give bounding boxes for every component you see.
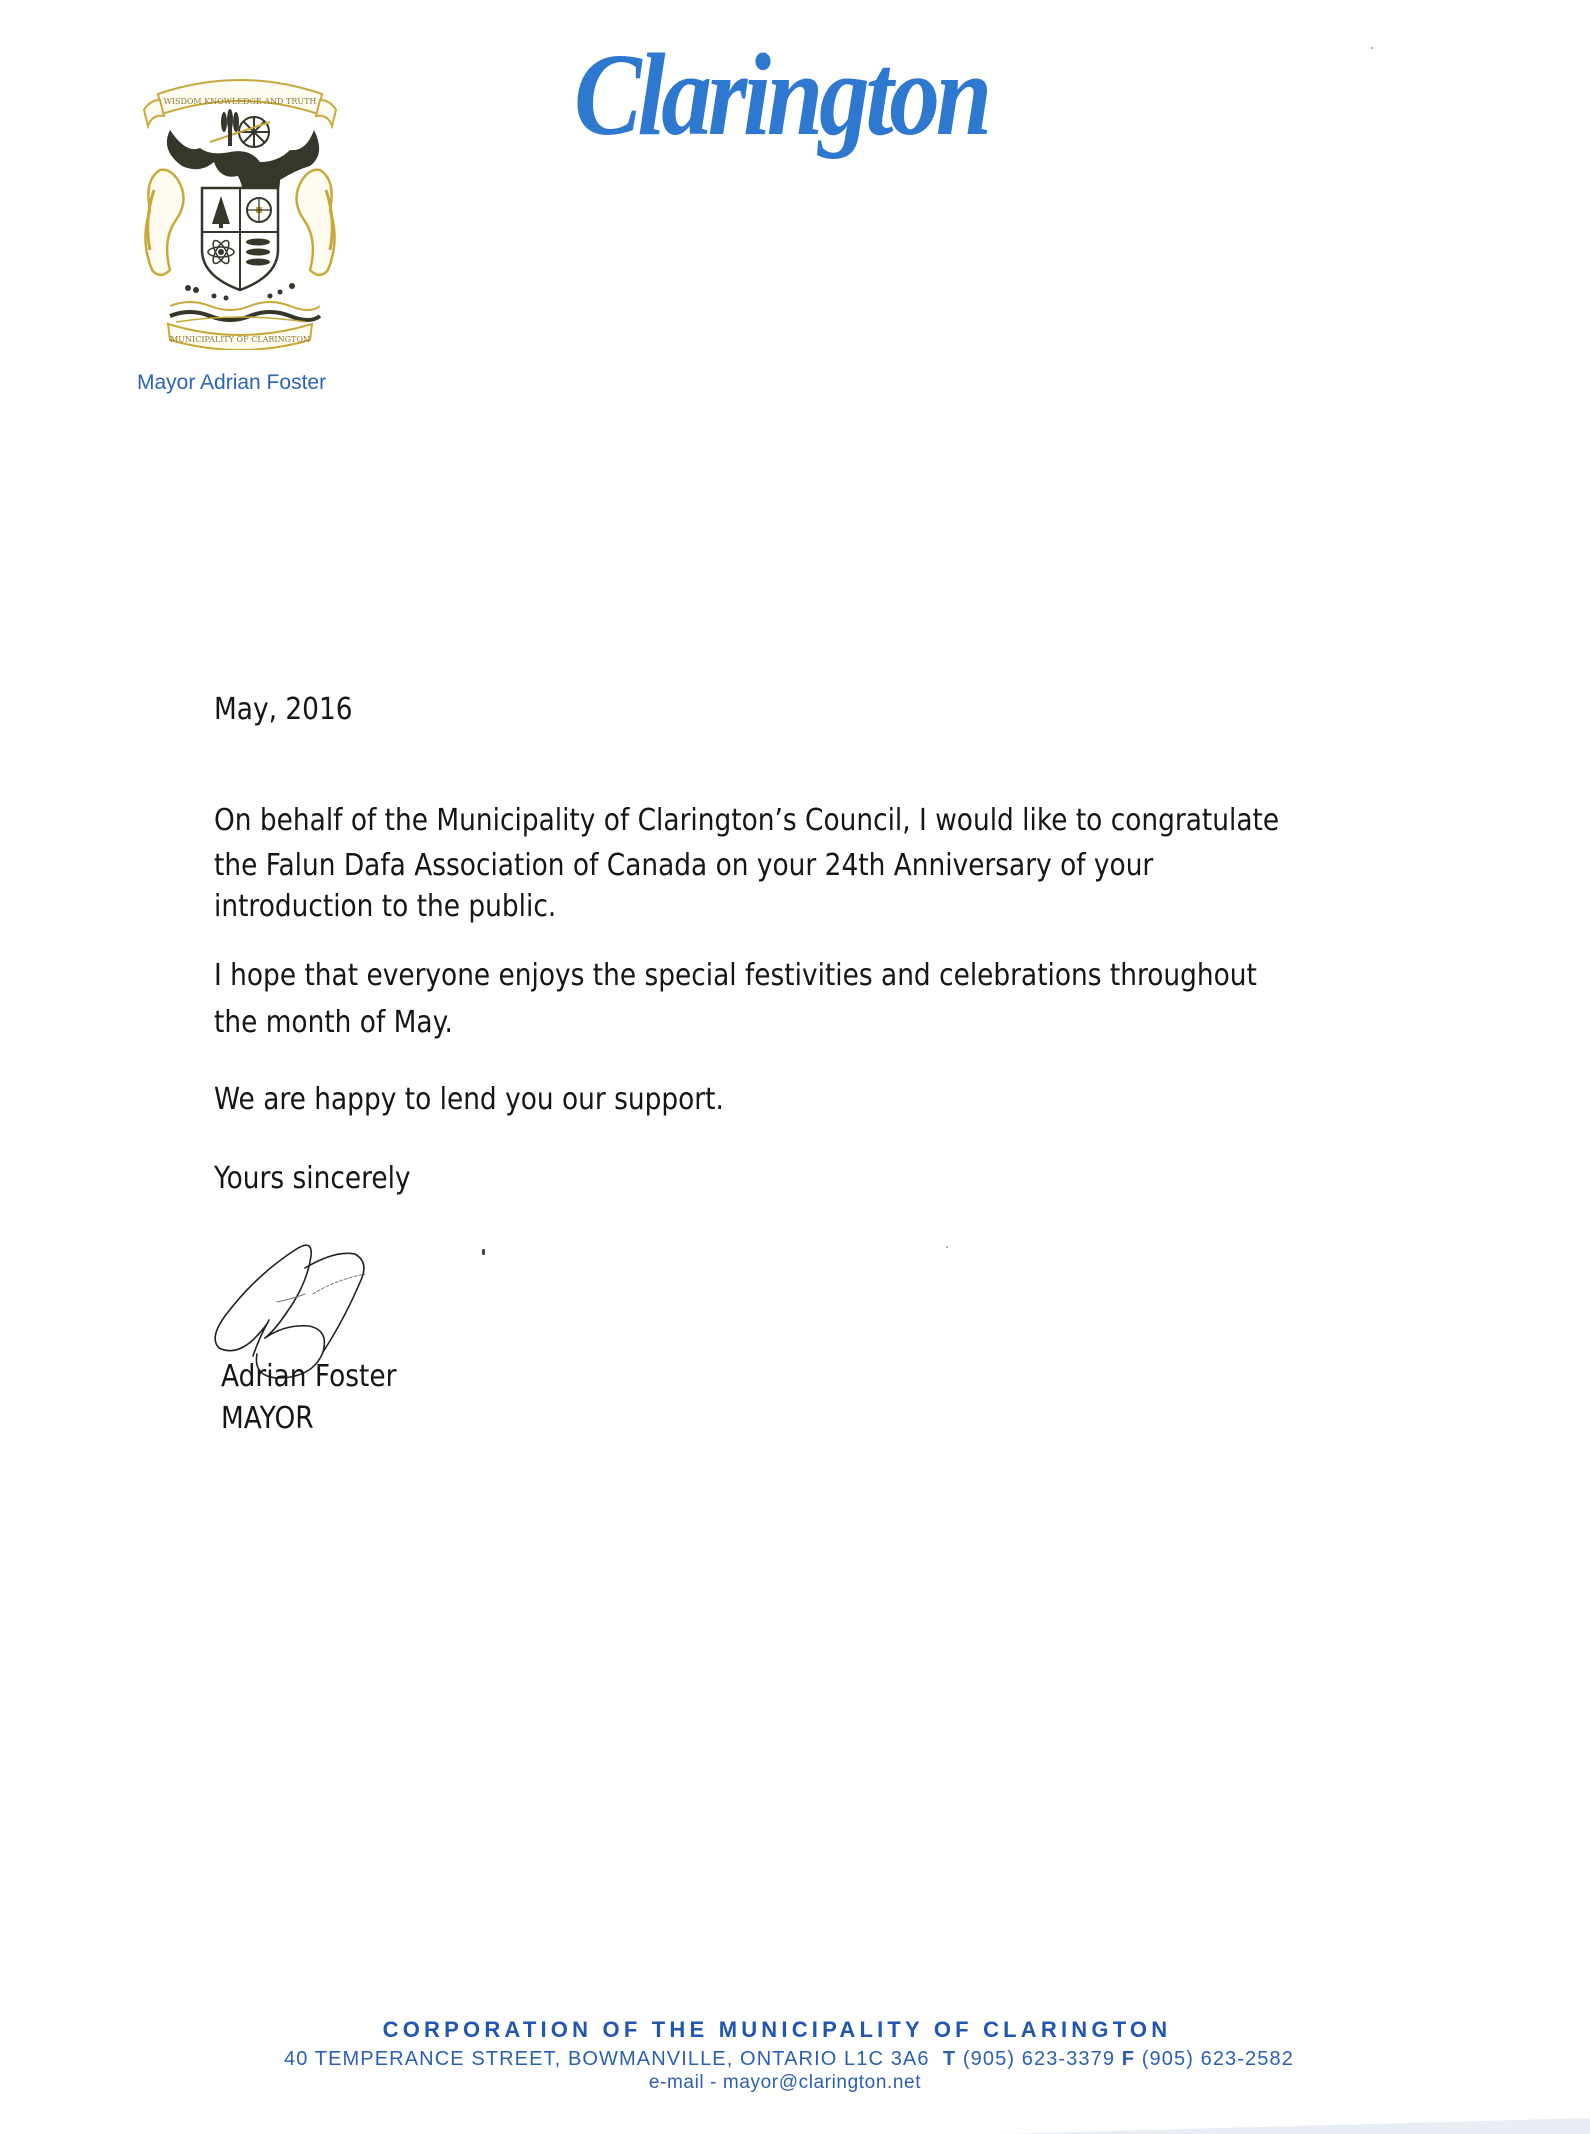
scan-speck [1371,47,1373,49]
footer-phone: (905) 623-3379 [962,2048,1116,2070]
paragraph-line: the month of May. [214,1005,453,1040]
footer-fax: (905) 623-2582 [1141,2048,1294,2070]
clarington-logo: Clarington [574,29,988,160]
paragraph-line: I hope that everyone enjoys the special festivities and celebrations throughout [214,958,1257,993]
footer-address: 40 TEMPERANCE STREET, BOWMANVILLE, ONTARIO L1C 3A6 [284,2048,930,2070]
footer-contact-line [0,2049,1584,2069]
letter-date: May, 2016 [214,692,353,727]
scan-speck [946,1246,948,1248]
signer-name: Adrian Foster [221,1359,397,1394]
paragraph-line: On behalf of the Municipality of Clarington’s Council, I would like to congratulate [214,803,1280,838]
footer-email-link[interactable]: mayor@clarington.net [722,2072,922,2093]
phone-label: T [942,2048,957,2070]
footer-email-line [0,2073,1580,2092]
fax-label: F [1121,2048,1136,2070]
mayor-title: Mayor Adrian Foster [137,371,327,394]
municipal-crest [130,70,350,350]
paragraph-line: the Falun Dafa Association of Canada on your 24th Anniversary of your [214,848,1154,883]
letter-closing: Yours sincerely [214,1161,411,1196]
coat-of-arms-icon [130,70,350,350]
signer-role: MAYOR [221,1401,314,1436]
paragraph-line: introduction to the public. [214,889,557,924]
email-label: e-mail - [648,2072,723,2093]
scan-speck [482,1249,485,1255]
crest-motto-bottom: MUNICIPALITY OF CLARINGTON [170,335,310,344]
crest-motto-top: WISDOM KNOWLEDGE AND TRUTH [163,97,317,106]
footer-organization: CORPORATION OF THE MUNICIPALITY OF CLARINGTON [382,2017,1172,2042]
paragraph-line: We are happy to lend you our support. [214,1082,724,1117]
